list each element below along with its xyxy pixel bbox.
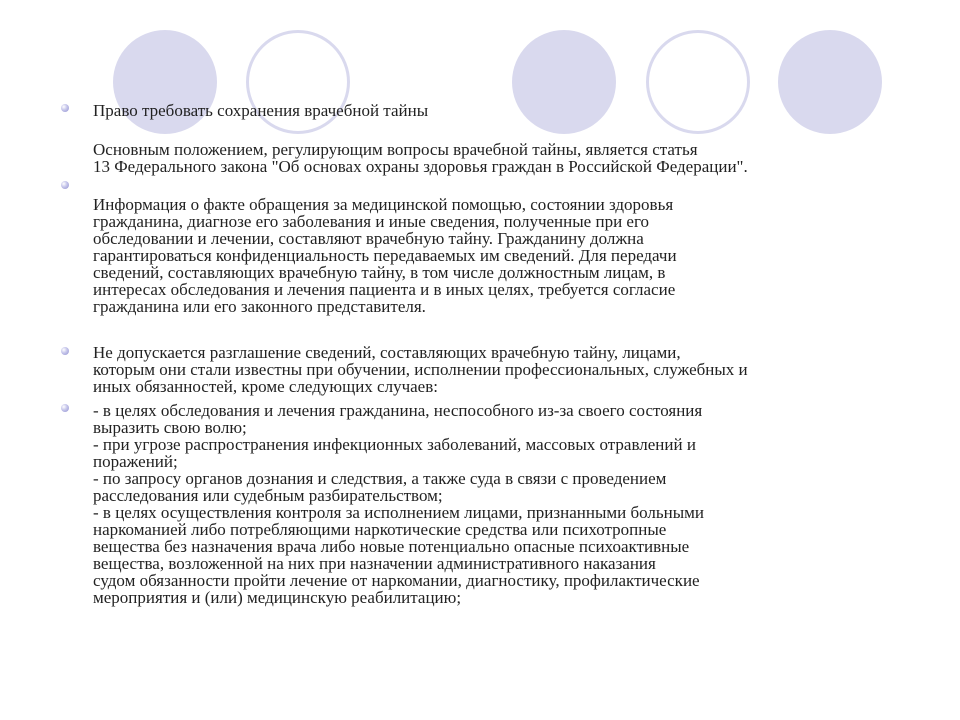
list-line: - при угрозе распространения инфекционных заболеваний, массовых отравлений и [93, 435, 696, 454]
list-line: - по запросу органов дознания и следствия, а также суда в связи с проведением [93, 469, 667, 488]
paragraph-line: сведений, составляющих врачебную тайну, в том числе должностным лицам, в [93, 263, 666, 282]
paragraph-line: гарантироваться конфиденциальность передаваемых им сведений. Для передачи [93, 246, 677, 265]
sphere-bullet-icon [61, 181, 69, 189]
sphere-bullet-icon [61, 347, 69, 355]
paragraph-line: которым они стали известны при обучении, исполнении профессиональных, служебных и [93, 360, 748, 379]
paragraph-line: гражданина или его законного представителя. [93, 297, 426, 316]
list-line: расследования или судебным разбирательством; [93, 486, 443, 505]
paragraph-line: Информация о факте обращения за медицинской помощью, состоянии здоровья [93, 195, 674, 214]
paragraph-line: 13 Федерального закона "Об основах охраны здоровья граждан в Российской Федерации". [93, 157, 748, 176]
list-line: - в целях обследования и лечения гражданина, неспособного из-за своего состояния [93, 401, 703, 420]
paragraph-line: Не допускается разглашение сведений, составляющих врачебную тайну, лицами, [93, 343, 681, 362]
list-line: судом обязанности пройти лечение от наркомании, диагностику, профилактические [93, 571, 700, 590]
list-line: мероприятия и (или) медицинскую реабилитацию; [93, 588, 462, 607]
list-line: - в целях осуществления контроля за исполнением лицами, признанными больными [93, 503, 705, 522]
item-title-medical-secrecy: Право требовать сохранения врачебной тайны [93, 101, 429, 120]
paragraph-line: интересах обследования и лечения пациента и в иных целях, требуется согласие [93, 280, 676, 299]
paragraph-line: иных обязанностей, кроме следующих случаев: [93, 377, 438, 396]
list-line: выразить свою волю; [93, 418, 247, 437]
paragraph-line: гражданина, диагнозе его заболевания и иные сведения, полученные при его [93, 212, 650, 231]
sphere-bullet-icon [61, 104, 69, 112]
list-line: поражений; [93, 452, 178, 471]
list-line: вещества, возложенной на них при назначении административного наказания [93, 554, 656, 573]
list-line: наркоманией либо потребляющими наркотические средства или психотропные [93, 520, 667, 539]
paragraph-line: Основным положением, регулирующим вопросы врачебной тайны, является статья [93, 140, 698, 159]
list-line: вещества без назначения врача либо новые потенциально опасные психоактивные [93, 537, 690, 556]
sphere-bullet-icon [61, 404, 69, 412]
paragraph-line: обследовании и лечении, составляют врачебную тайну. Гражданину должна [93, 229, 644, 248]
